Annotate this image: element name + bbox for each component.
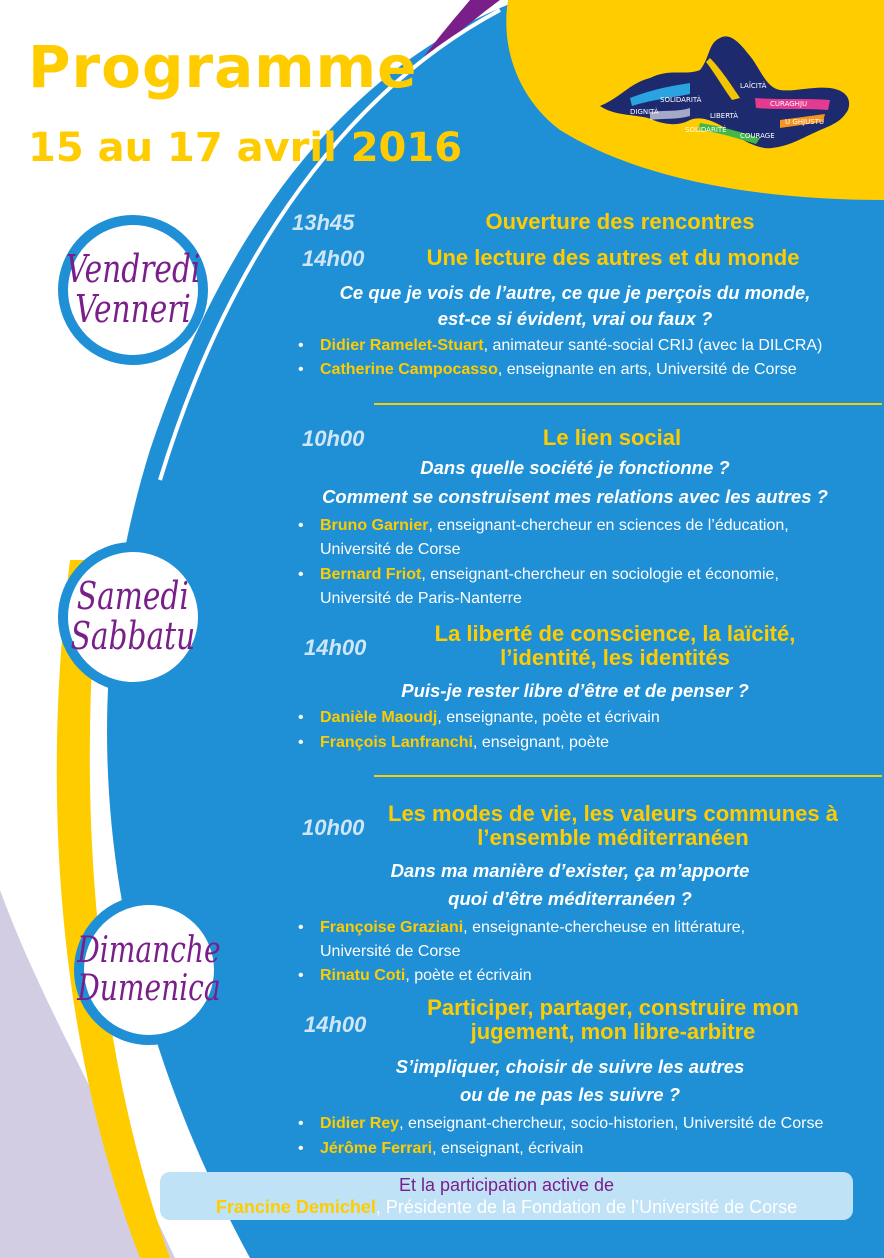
day-circle-saturday [58, 542, 208, 692]
session-question: Ce que je vois de l’autre, ce que je perçois du monde, [339, 282, 811, 303]
session-title-line: jugement, mon libre-arbitre [470, 1019, 756, 1045]
speaker-name: Rinatu Coti [320, 967, 406, 984]
session-title-line: Les modes de vie, les valeurs communes à [388, 801, 838, 826]
session-title: Une lecture des autres et du monde [426, 245, 800, 270]
day-label-corsican: Venneri [75, 287, 191, 331]
bullet: • [298, 1115, 304, 1132]
session-question: est-ce si évident, vrai ou faux ? [437, 308, 713, 329]
day-circle-friday [58, 215, 208, 365]
speaker-affiliation: Université de Paris-Nanterre [320, 590, 522, 607]
session-title [380, 802, 846, 850]
session-title-line: l’ensemble méditerranéen [477, 825, 749, 851]
bullet: • [298, 709, 304, 726]
session-question: Puis-je rester libre d’être et de penser ? [401, 680, 749, 701]
session-question: quoi d’être méditerranéen ? [448, 888, 692, 909]
speaker-name: Didier Ramelet-Stuart [320, 337, 484, 354]
speaker-affiliation: Université de Corse [320, 943, 461, 960]
speaker-role: , poète et écrivain [405, 967, 532, 984]
day-circle-sunday [74, 895, 224, 1045]
session-time: 10h00 [302, 426, 365, 451]
session-title [390, 996, 836, 1044]
speaker-role: , enseignante en arts, Université de Corse [497, 361, 797, 378]
bullet: • [298, 919, 304, 936]
day-label-corsican: Sabbatu [70, 614, 196, 658]
separator [374, 403, 882, 405]
map-word: COURAGE [740, 132, 775, 140]
mediterranean-map-logo [590, 28, 856, 158]
bullet: • [298, 566, 304, 583]
bullet: • [298, 337, 304, 354]
session-title [395, 622, 835, 670]
session-title: Le lien social [542, 425, 682, 450]
speaker-role: , enseignant-chercheur en sociologie et économie, [421, 566, 779, 583]
speaker-name: Bruno Garnier [320, 517, 429, 534]
session-question: Dans quelle société je fonctionne ? [420, 457, 730, 478]
session-time: 10h00 [302, 815, 365, 840]
speaker-role: , enseignante-chercheuse en littérature, [463, 919, 746, 936]
speaker-role: , enseignant-chercheur en sciences de l’éducation, [428, 517, 789, 534]
bullet: • [298, 967, 304, 984]
map-word: CURAGHJU [770, 100, 808, 108]
footer-line [160, 1196, 853, 1218]
map-word: SOLIDARITÉ [685, 126, 727, 134]
speaker-name: Didier Rey [320, 1115, 400, 1132]
session-question: Comment se construisent mes relations avec les autres ? [322, 486, 828, 507]
map-word: LAÏCITÀ [740, 82, 767, 90]
footer-box [160, 1172, 853, 1220]
map-word: LIBERTÀ [710, 112, 739, 120]
session-title-line: Participer, partager, construire mon [427, 995, 799, 1020]
session-time: 14h00 [304, 1012, 367, 1037]
separator [374, 775, 882, 777]
map-word: SOLIDARITÀ [660, 96, 702, 104]
bullet: • [298, 517, 304, 534]
page-dates: 15 au 17 avril 2016 [28, 125, 463, 171]
speaker-role: , enseignant, écrivain [432, 1140, 584, 1157]
bullet: • [298, 361, 304, 378]
map-word: U GHJUSTU [785, 118, 825, 126]
session-title: Ouverture des rencontres [485, 209, 755, 234]
speaker-name: François Lanfranchi [320, 734, 473, 751]
speaker-name: Catherine Campocasso [320, 361, 498, 378]
session-time: 14h00 [304, 635, 367, 660]
speaker-affiliation: Université de Corse [320, 541, 461, 558]
bullet: • [298, 1140, 304, 1157]
speaker-name: Danièle Maoudj [320, 709, 438, 726]
session-title-line: La liberté de conscience, la laïcité, [434, 621, 796, 646]
bullet: • [298, 734, 304, 751]
day-label: Dimanche [77, 930, 221, 972]
session-time: 13h45 [292, 210, 355, 235]
speaker-role: , enseignant, poète [472, 734, 610, 751]
day-label-corsican: Dumenica [77, 968, 221, 1009]
session-question: Dans ma manière d’exister, ça m’apporte [390, 860, 750, 881]
speaker-role: , enseignant-chercheur, socio-historien, Université de Corse [399, 1115, 824, 1132]
speaker-name: Jérôme Ferrari [320, 1140, 433, 1157]
day-label: Vendredi [65, 247, 201, 292]
session-question: ou de ne pas les suivre ? [459, 1084, 681, 1105]
speaker-role: , enseignante, poète et écrivain [437, 709, 660, 726]
day-label: Samedi [76, 574, 190, 619]
footer-name: Francine Demichel [215, 1197, 376, 1217]
speaker-name: Françoise Graziani [320, 919, 464, 936]
session-time: 14h00 [302, 246, 365, 271]
footer-intro: Et la participation active de [398, 1175, 615, 1195]
speaker-role: , animateur santé-social CRIJ (avec la DILCRA) [483, 337, 823, 354]
speaker-name: Bernard Friot [320, 566, 422, 583]
page-title: Programme [28, 33, 418, 101]
session-question: S’impliquer, choisir de suivre les autres [395, 1056, 745, 1077]
map-word: DIGNITÀ [630, 108, 659, 116]
session-title-line: l’identité, les identités [500, 645, 730, 671]
footer-role: , Présidente de la Fondation de l’Université de Corse [375, 1197, 798, 1217]
